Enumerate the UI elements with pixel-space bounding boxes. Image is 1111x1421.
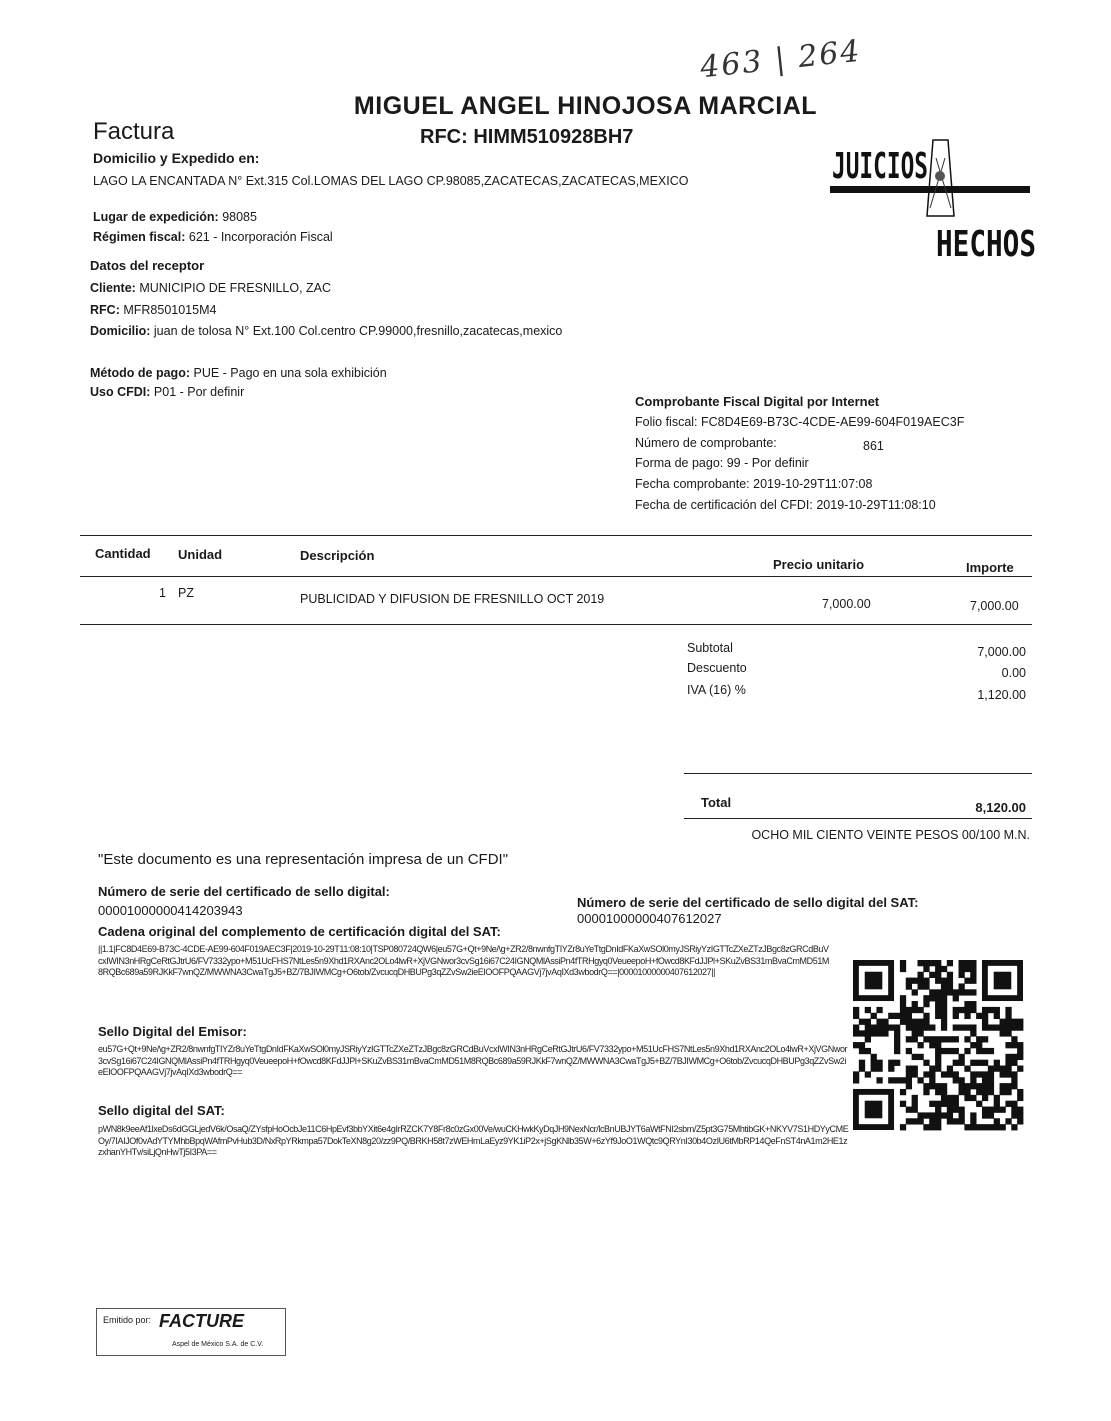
serie-emisor-value: 00001000000414203943 <box>98 903 243 918</box>
sello-sat-value: pWN8k9eeAf1lxeDs6dGGLjedV6k/OsaQ/ZYsfpHoOcbJe11C6HpEvf3bbYXit6e4gIrRZCK7Y8Fr8c0zGx00Ve/wuCKHwkKyDqJH9NexNcr/lcBnUBJYT6aWtFNI2sbm/Z5pt3G75MhtibGK+NKYV7S1HDYyCMEOy/7IAIJOf0vAdYTYMhbBpqWAfmPvHub3D/NxRpYRkmpa57DokTeXN8g20/zz9PQ/BRKH58t7zWEHmLaEyz9YK1iP2x+jSgKNlb35W+6zYf9JoO1WQtc9QRYnI30b4OzIU6tMbRP14QeFnST4nA1m2HE1zzxhanYHTv/siLjQnHwTj5I3PA== <box>98 1124 849 1157</box>
stamp-emitido-label: Emitido por: <box>103 1315 152 1325</box>
fecha-comprobante-label: Fecha comprobante: <box>635 477 750 491</box>
issuer-rfc <box>420 126 633 149</box>
fecha-comprobante-row <box>635 477 872 491</box>
lugar-label: Lugar de expedición: <box>93 210 219 224</box>
serie-sat-label: Número de serie del certificado de sello digital del SAT: <box>577 895 919 910</box>
forma-pago-row <box>635 456 809 470</box>
lugar-expedicion <box>93 210 257 224</box>
descuento-label: Descuento <box>687 661 747 675</box>
fecha-comprobante-value: 2019-10-29T11:07:08 <box>753 477 873 491</box>
cliente-label: Cliente: <box>90 281 136 295</box>
stamp-brand-logo: FACTURE <box>159 1311 244 1331</box>
logo-top-text: JUICIOS <box>832 146 928 187</box>
total-top-rule <box>684 773 1032 774</box>
col-unidad: Unidad <box>178 547 223 562</box>
qr-code <box>853 960 1023 1130</box>
col-importe: Importe <box>966 560 1014 575</box>
regimen-value: 621 - Incorporación Fiscal <box>188 230 333 244</box>
items-bottom-rule <box>80 624 1032 625</box>
forma-pago-label: Forma de pago: <box>635 456 724 470</box>
lugar-value: 98085 <box>222 210 257 224</box>
issuer-rfc-label: RFC: <box>420 126 468 148</box>
row-descripcion: PUBLICIDAD Y DIFUSION DE FRESNILLO OCT 2019 <box>300 592 605 606</box>
items-header-rule <box>80 576 1032 577</box>
iva-label: IVA (16) % <box>687 683 746 697</box>
qr-code-graphic <box>853 960 1023 1130</box>
document-type: Factura <box>93 118 175 145</box>
fecha-certificacion-value: 2019-10-29T11:08:10 <box>816 498 936 512</box>
juicios-hechos-logo <box>830 118 1040 268</box>
uso-cfdi-row <box>90 385 244 399</box>
row-importe: 7,000.00 <box>970 599 1019 613</box>
subtotal-label: Subtotal <box>687 641 733 655</box>
receptor-rfc-value: MFR8501015M4 <box>123 303 217 317</box>
issuer-rfc-value: HIMM510928BH7 <box>473 126 634 148</box>
sello-emisor-label: Sello Digital del Emisor: <box>98 1024 247 1039</box>
domicilio-label: Domicilio y Expedido en: <box>93 150 260 166</box>
cliente-row <box>90 281 331 295</box>
cfdi-title: Comprobante Fiscal Digital por Internet <box>635 394 880 409</box>
row-unidad: PZ <box>178 586 194 600</box>
folio-fiscal-label: Folio fiscal: <box>635 415 698 429</box>
cadena-original-label: Cadena original del complemento de certificación digital del SAT: <box>98 924 501 939</box>
receptor-rfc-label: RFC: <box>90 303 120 317</box>
folio-fiscal-value: FC8D4E69-B73C-4CDE-AE99-604F019AEC3F <box>701 415 965 429</box>
regimen-fiscal <box>93 230 333 244</box>
logo-graphic <box>830 118 1040 268</box>
total-label: Total <box>701 795 732 810</box>
metodo-pago-value: PUE - Pago en una sola exhibición <box>193 366 387 380</box>
stamp-company: Aspel de México S.A. de C.V. <box>172 1341 264 1348</box>
issuer-name: MIGUEL ANGEL HINOJOSA MARCIAL <box>353 92 818 120</box>
receptor-domicilio-value: juan de tolosa N° Ext.100 Col.centro CP.99000,fresnillo,zacatecas,mexico <box>153 324 563 338</box>
handwritten-note: 463 | 264 <box>698 33 864 86</box>
uso-cfdi-value: P01 - Por definir <box>153 385 245 399</box>
total-bottom-rule <box>684 818 1032 819</box>
col-cantidad: Cantidad <box>95 546 151 561</box>
logo-bottom-text: HECHOS <box>936 224 1036 265</box>
sello-emisor-value: eu57G+Qt+9Ne/\g+ZR2/8nwnfgTIYZr8uYeTtgDnIdFKaXwSOl0myJSRiyYzIGTTcZXeZTzJBgc8zGRCdBuVcxIWIN3nHRgCeRtGJtrU6/FV7332ypo+M51UcFHS7NtLes5n9Xhd1RXAnc2OLo4lwR+XjVGNwor3cvSg16i67C24IGNQMlAssiPn4fTRHgyq0VeueepoH+fOwcd8KFdJJPl+SKuZvBS31mBvaCmMD51M8RQBc689a59RJKkF7wnQZ/MWWNA3CwaTgJ5+BZ/7BJIWMCg+O6tob/ZvcucqDHBUPg3qZZvSw2ieEIOOFPQAAGVj7jvAqIXd3wbodrQ== <box>98 1044 848 1077</box>
row-precio: 7,000.00 <box>822 597 871 611</box>
metodo-pago-row <box>90 366 387 380</box>
total-in-words: OCHO MIL CIENTO VEINTE PESOS 00/100 M.N. <box>751 828 1030 842</box>
domicilio-value: LAGO LA ENCANTADA N° Ext.315 Col.LOMAS DEL LAGO CP.98085,ZACATECAS,ZACATECAS,MEXICO <box>93 174 689 188</box>
uso-cfdi-label: Uso CFDI: <box>90 385 151 399</box>
descuento-value: 0.00 <box>1001 666 1026 680</box>
emitido-por-stamp <box>96 1308 286 1356</box>
folio-fiscal-row <box>635 415 964 429</box>
receptor-section-label: Datos del receptor <box>90 258 205 273</box>
iva-value: 1,120.00 <box>977 688 1026 702</box>
metodo-pago-label: Método de pago: <box>90 366 190 380</box>
subtotal-value: 7,000.00 <box>977 645 1026 659</box>
fecha-certificacion-row <box>635 498 936 512</box>
sello-sat-label: Sello digital del SAT: <box>98 1103 225 1118</box>
receptor-domicilio-label: Domicilio: <box>90 324 151 338</box>
receptor-rfc-row <box>90 303 216 317</box>
row-cantidad: 1 <box>159 586 166 600</box>
cadena-original-value: ||1.1|FC8D4E69-B73C-4CDE-AE99-604F019AEC3F|2019-10-29T11:08:10|TSP080724QW6|eu57G+Qt+9Ne/\g+ZR2/8nwnfgTIYZr8uYeTtgDnIdFKaXwSOl0myJSRiyYzIGTTcZXeZTzJBgc8zGRCdBuVcxIWIN3nHRgCeRtGJtrU6/FV7332ypo+M51UcFHS7NtLes5n9Xhd1RXAnc2OLo4lwR+XjVGNwor3cvSg16i67C24IGNQMlAssiPn4fTRHgyq0VeueepoH+fOwcd8KFdJJPl+SKuZvBS31mBvaCmMD51M8RQBc689a59RJKkF7wnQZ/MWWNA3CwaTgJ5+BZ/7BJIWMCg+O6tob/ZvcucqDHBUPg3qZZvSw2ieEIOOFPQAAGVj7jvAqIXd3wbodrQ==|00001000000407612027|| <box>98 944 830 977</box>
forma-pago-value: 99 - Por definir <box>726 456 809 470</box>
regimen-label: Régimen fiscal: <box>93 230 186 244</box>
numero-comprobante-value: 861 <box>863 439 884 453</box>
fecha-certificacion-label: Fecha de certificación del CFDI: <box>635 498 813 512</box>
total-value: 8,120.00 <box>975 800 1026 815</box>
receptor-domicilio-row <box>90 324 562 338</box>
items-top-rule <box>80 535 1032 536</box>
col-descripcion: Descripción <box>300 548 375 563</box>
representacion-impresa: "Este documento es una representación impresa de un CFDI" <box>98 851 509 868</box>
serie-emisor-label: Número de serie del certificado de sello digital: <box>98 884 390 899</box>
numero-comprobante-label: Número de comprobante: <box>635 436 777 450</box>
serie-sat-value: 00001000000407612027 <box>577 911 722 926</box>
col-precio: Precio unitario <box>773 557 865 572</box>
cliente-value: MUNICIPIO DE FRESNILLO, ZAC <box>139 281 332 295</box>
